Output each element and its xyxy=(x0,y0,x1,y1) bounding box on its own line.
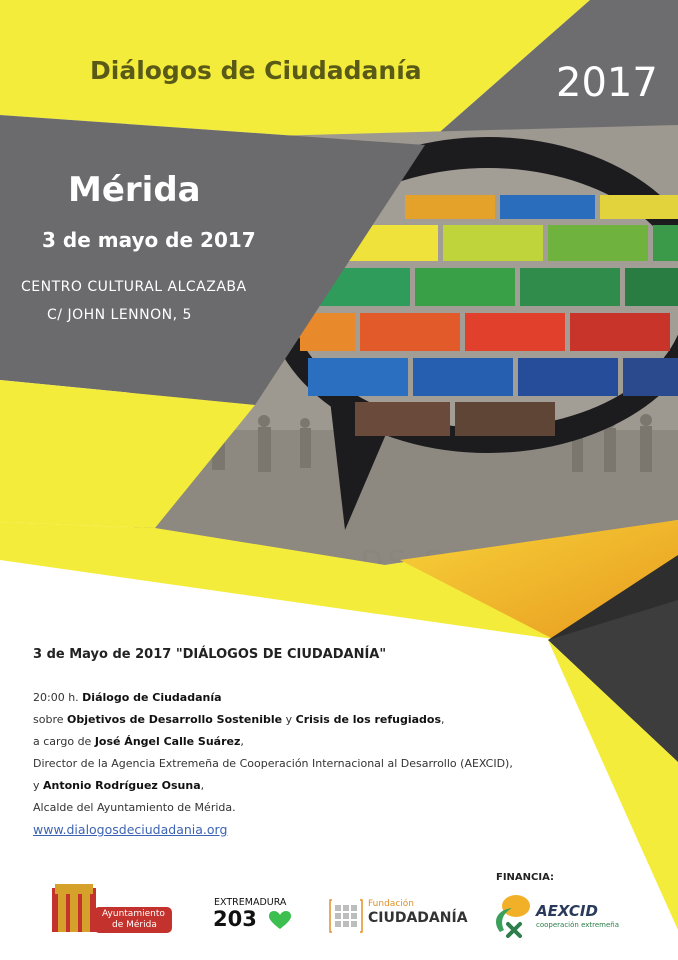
text-fragment: , xyxy=(240,735,244,748)
extremadura-label: EXTREMADURA xyxy=(214,897,287,908)
text-fragment: y xyxy=(282,713,296,726)
ayuntamiento-line-2: de Mérida xyxy=(112,920,157,930)
venue-name: CENTRO CULTURAL ALCAZABA xyxy=(21,279,247,295)
details-line-2 xyxy=(33,709,513,731)
text-fragment: a cargo de xyxy=(33,735,95,748)
svg-text:DS DE C: DS xyxy=(360,545,411,580)
aexcid-sublabel: cooperación extremeña xyxy=(536,921,620,929)
text-fragment: , xyxy=(200,779,205,792)
leaf-swirl-icon xyxy=(490,892,534,938)
ayuntamiento-line-1: Ayuntamiento xyxy=(102,909,165,919)
city-name: Mérida xyxy=(68,170,201,210)
financia-label: FINANCIA: xyxy=(496,872,555,883)
text-fragment: sobre xyxy=(33,713,67,726)
event-year: 2017 xyxy=(556,60,658,106)
ayuntamiento-merida-logo xyxy=(50,880,176,936)
series-title: Diálogos de Ciudadanía xyxy=(90,56,422,85)
fundacion-ciudadania-logo xyxy=(328,898,468,934)
aexcid-logo xyxy=(490,890,620,940)
extremadura-2030-logo xyxy=(212,895,302,935)
dot-grid-icon xyxy=(328,898,364,934)
event-time: 20:00 h. xyxy=(33,691,83,704)
text-fragment: y xyxy=(33,779,44,792)
fundacion-label: Fundación xyxy=(368,899,414,909)
event-details xyxy=(33,687,513,819)
event-heading: 3 de Mayo de 2017 "DIÁLOGOS DE CIUDADANÍA" xyxy=(33,647,387,662)
extremadura-number: 203 xyxy=(213,907,257,931)
topic-refugees: Crisis de los refugiados xyxy=(295,713,442,726)
venue-address: C/ JOHN LENNON, 5 xyxy=(47,307,192,323)
details-line-5 xyxy=(33,775,513,797)
details-line-1 xyxy=(33,687,513,709)
speaker-1-name: José Ángel Calle Suárez xyxy=(94,735,241,748)
aexcid-label: AEXCID xyxy=(536,902,598,920)
event-title: Diálogo de Ciudadanía xyxy=(82,691,222,704)
topic-sdg: Objetivos de Desarrollo Sostenible xyxy=(67,713,283,726)
speaker-2-name: Antonio Rodríguez Osuna xyxy=(43,779,201,792)
text-fragment: , xyxy=(441,713,445,726)
speaker-2-role: Alcalde del Ayuntamiento de Mérida. xyxy=(33,801,236,814)
event-date: 3 de mayo de 2017 xyxy=(42,228,256,252)
details-line-3 xyxy=(33,731,513,753)
green-heart-icon xyxy=(269,911,291,930)
speaker-1-role: Director de la Agencia Extremeña de Cooperación Internacional al Desarrollo (AEXCID), xyxy=(33,757,513,770)
website-link[interactable]: www.dialogosdeciudadania.org xyxy=(33,822,228,837)
ciudadania-label: CIUDADANÍA xyxy=(368,910,468,926)
